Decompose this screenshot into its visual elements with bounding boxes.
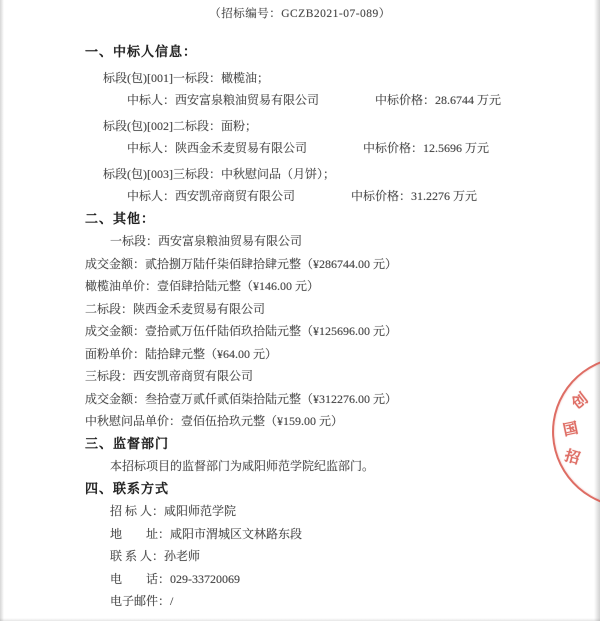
lot-002-winner: 中标人：陕西金禾麦贸易有限公司 — [127, 141, 308, 155]
contact-person: 联 系 人：孙老师 — [110, 549, 201, 563]
other-lot2-name: 二标段：陕西金禾麦贸易有限公司 — [85, 301, 266, 316]
section3-title: 三、监督部门 — [85, 435, 170, 451]
supervision-body: 本招标项目的监督部门为咸阳师范学院纪监部门。 — [110, 459, 375, 473]
contact-tenderer: 招 标 人：咸阳师范学院 — [110, 504, 237, 518]
other-lot3-unit-price: 中秋慰问品单价：壹佰伍拾玖元整（¥159.00 元） — [85, 414, 344, 428]
section1-title: 一、中标人信息： — [85, 44, 198, 59]
official-seal-char: 国 — [561, 420, 580, 440]
lot-003-winner-line — [0, 185, 600, 208]
lot-001-winner: 中标人：西安富泉粮油贸易有限公司 — [127, 93, 320, 107]
section2-title: 二、其他： — [85, 210, 156, 226]
contact-address: 地 址：咸阳市渭城区文林路东段 — [110, 526, 303, 541]
other-lot2-unit-price: 面粉单价：陆拾肆元整（¥64.00 元） — [85, 346, 278, 361]
lot-003-winner: 中标人：西安凯帝商贸有限公司 — [127, 189, 296, 203]
lot-002-price: 中标价格：12.5696 万元 — [363, 141, 490, 155]
section4-title: 四、联系方式 — [85, 480, 170, 496]
lot-002-line: 标段(包)[002]二标段：面粉； — [103, 118, 257, 133]
official-seal-char: 创 — [569, 390, 592, 413]
lot-001-winner-line — [0, 89, 600, 112]
other-lot2-amount: 成交金额：壹拾贰万伍仟陆佰玖拾陆元整（¥125696.00 元） — [85, 324, 398, 338]
other-lot1-amount: 成交金额：贰拾捌万陆仟柒佰肆拾肆元整（¥286744.00 元） — [85, 256, 398, 271]
lot-001-price: 中标价格：28.6744 万元 — [375, 93, 502, 107]
tender-number: （招标编号：GCZB2021-07-089） — [209, 8, 391, 20]
lot-003-price: 中标价格：31.2276 万元 — [351, 189, 478, 203]
lot-001-line: 标段(包)[001]一标段：橄榄油； — [103, 70, 269, 85]
other-lot3-name: 三标段：西安凯帝商贸有限公司 — [85, 369, 254, 383]
contact-phone: 电 话：029-33720069 — [110, 571, 240, 586]
lot-003-line: 标段(包)[003]三标段：中秋慰问品（月饼）； — [103, 166, 335, 181]
other-lot1-unit-price: 橄榄油单价：壹佰肆拾陆元整（¥146.00 元） — [85, 279, 320, 293]
official-seal-char: 招 — [562, 448, 582, 468]
other-lot3-amount: 成交金额：叁拾壹万贰仟贰佰柒拾陆元整（¥312276.00 元） — [85, 391, 398, 406]
lot-002-winner-line — [0, 137, 600, 160]
other-lot1-name: 一标段：西安富泉粮油贸易有限公司 — [110, 234, 303, 248]
contact-email: 电子邮件：/ — [110, 594, 174, 608]
